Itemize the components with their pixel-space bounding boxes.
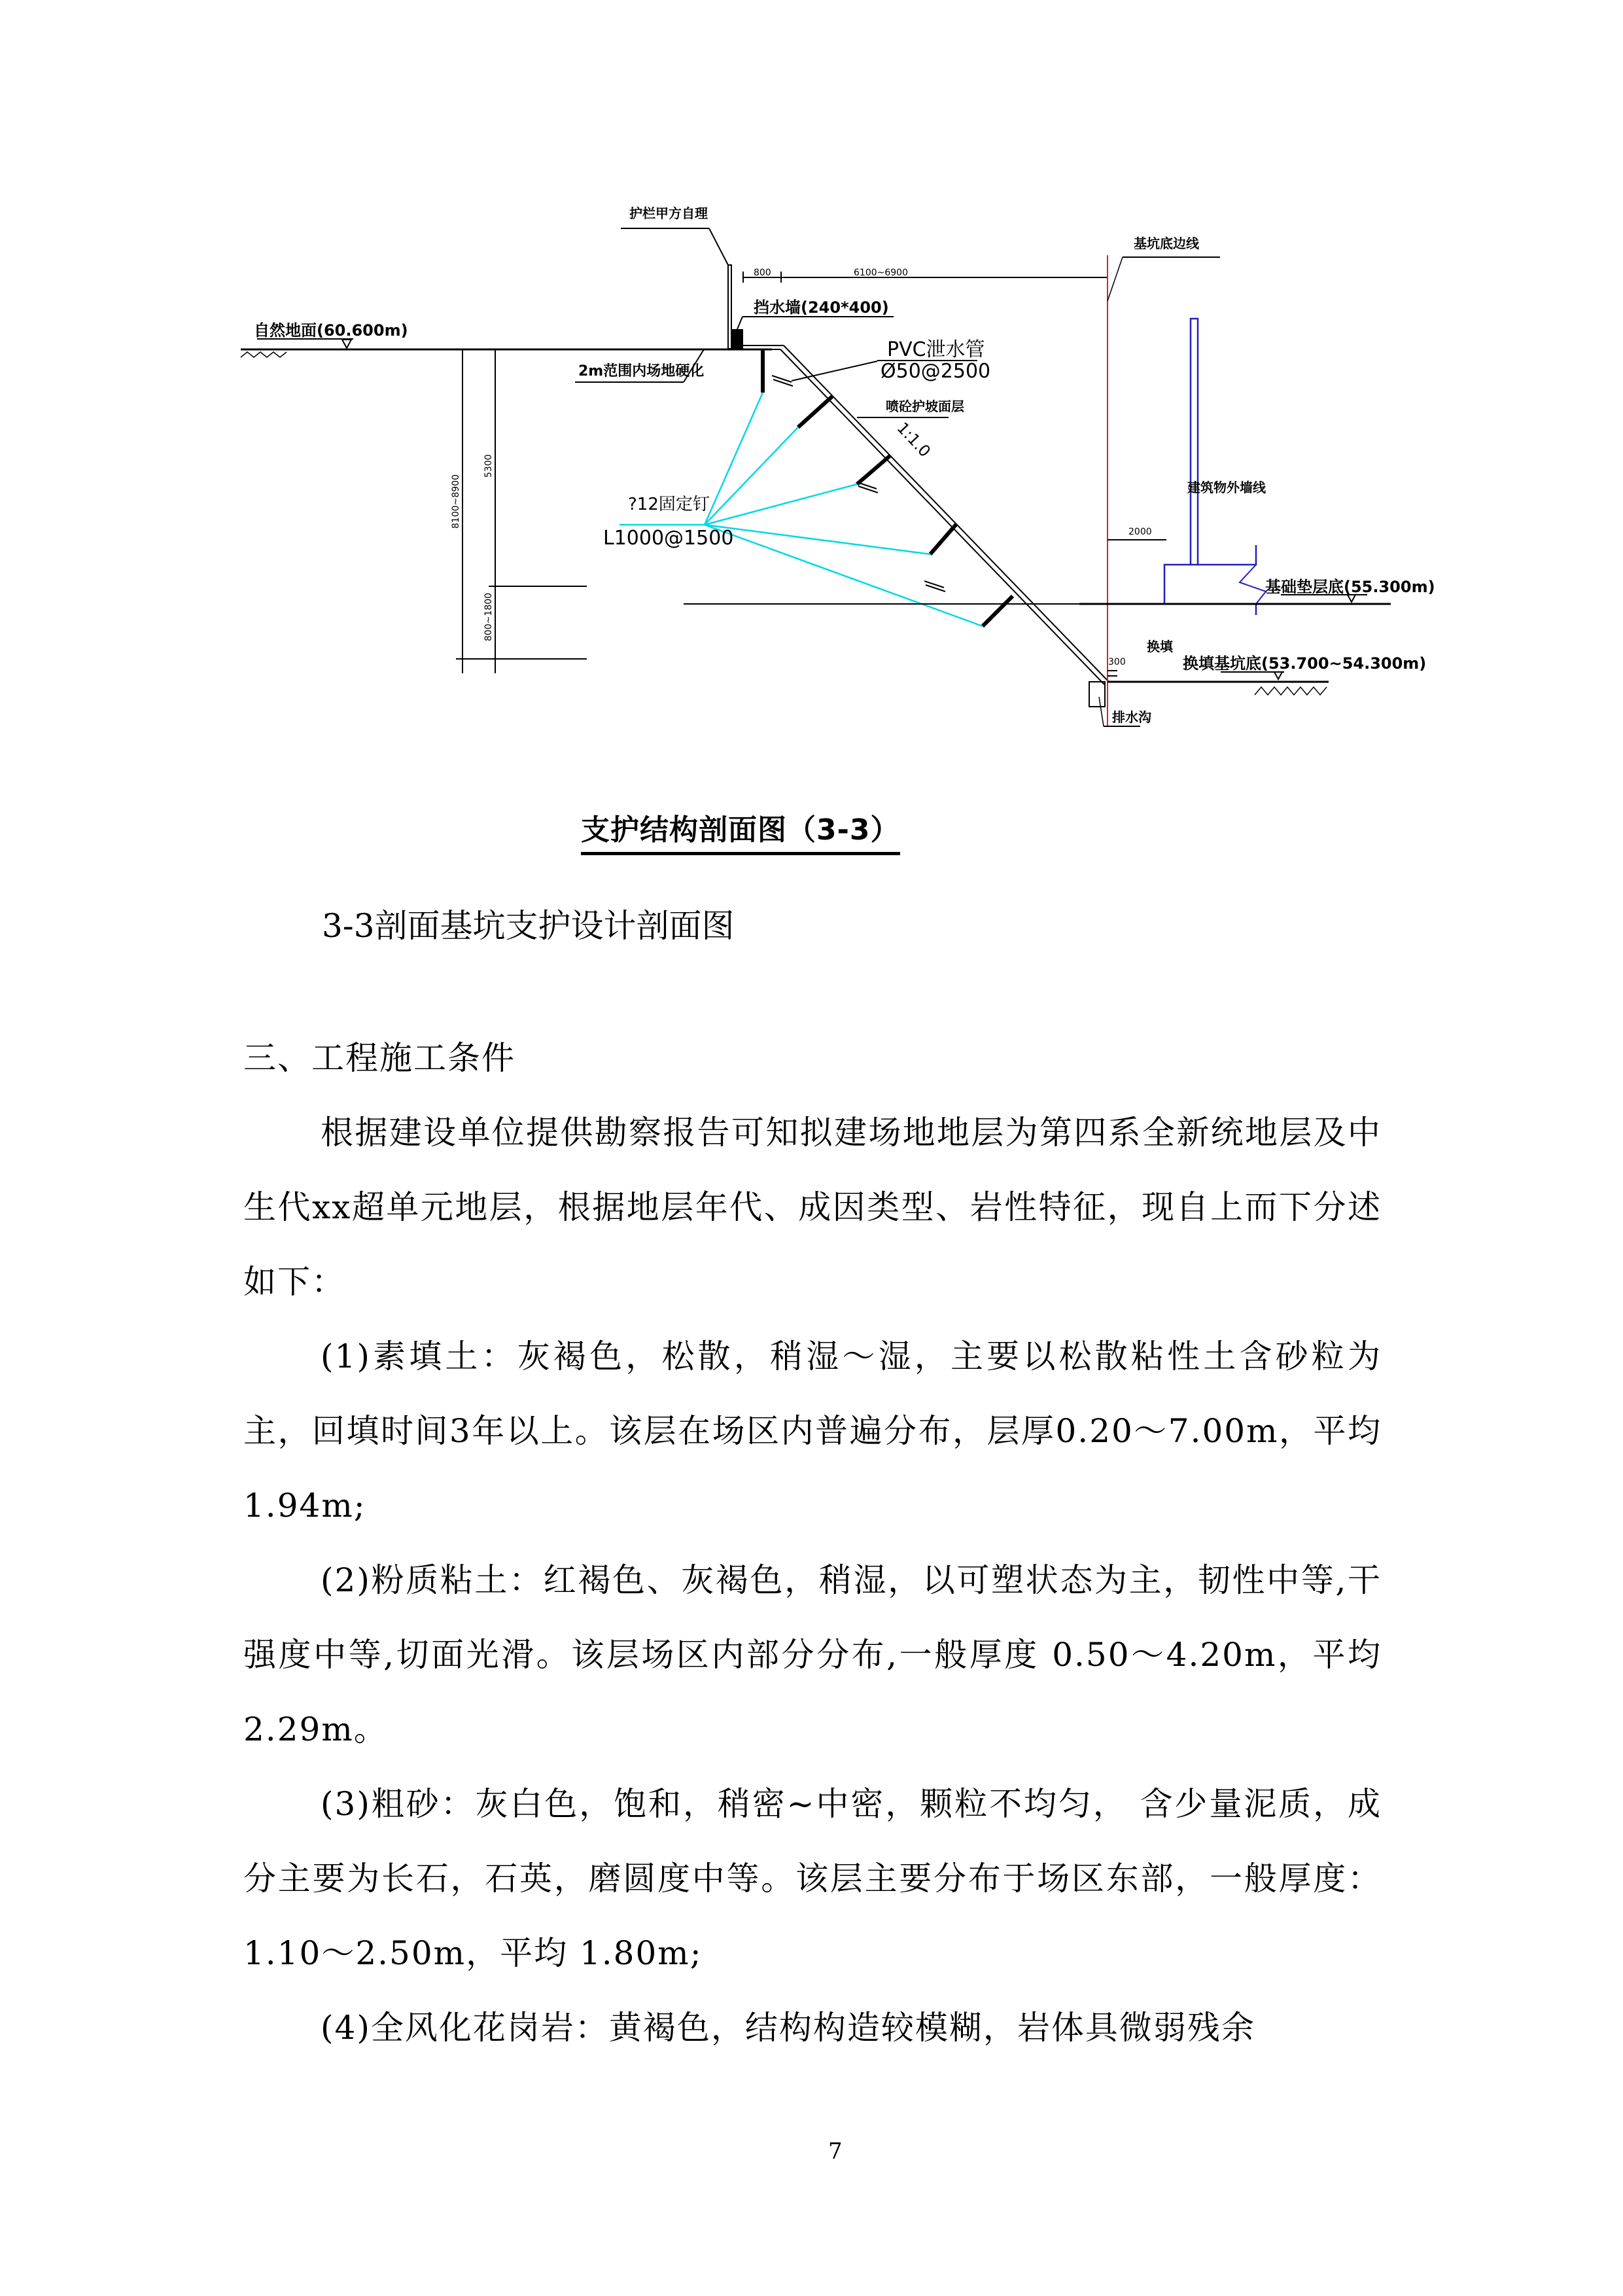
dim-800-label: 800 <box>754 268 771 278</box>
foundation-bottom-label: 基础垫层底(55.300m) <box>1265 578 1435 596</box>
dim-300-label: 300 <box>1108 657 1126 667</box>
building-wall-label: 建筑物外墙线 <box>1187 480 1266 495</box>
backfill-label: 换填 <box>1147 639 1173 654</box>
page-number: 7 <box>828 2138 843 2164</box>
nail-length-label: L1000@1500 <box>603 527 734 550</box>
support-structure-section-diagram <box>0 0 1623 772</box>
pvc-pipe-label: PVC泄水管 <box>887 338 985 361</box>
paragraph-layer-3: (3)粗砂：灰白色，饱和，稍密~中密，颗粒不均匀， 含少量泥质，成分主要为长石，石英，磨圆度中等。该层主要分布于场区东部，一般厚度：1.10～2.50m，平均 1.80m; <box>243 1785 1382 1972</box>
dim-2000-label: 2000 <box>1128 527 1152 537</box>
dim-5300-label: 5300 <box>483 454 494 478</box>
document-body <box>243 1021 1382 2065</box>
backfill-bottom-label: 换填基坑底(53.700~54.300m) <box>1183 654 1427 673</box>
section-heading: 三、工程施工条件 <box>243 1039 515 1077</box>
slope-face-label: 喷砼护坡面层 <box>886 398 964 414</box>
paragraph-layer-4: (4)全风化花岗岩：黄褐色，结构构造较模糊，岩体具微弱残余 <box>321 2009 1255 2047</box>
pit-bottom-line-label: 基坑底边线 <box>1134 236 1199 251</box>
natural-ground-label: 自然地面(60.600m) <box>254 321 408 340</box>
paragraph-layer-1: (1)素填土：灰褐色，松散，稍湿～湿，主要以松散粘性土含砂粒为主，回填时间3年以上。该层在场区内普遍分布，层厚0.20～7.00m，平均1.94m; <box>243 1337 1382 1525</box>
railing-label: 护栏甲方自理 <box>629 205 708 221</box>
paragraph-layer-2: (2)粉质粘土：红褐色、灰褐色，稍湿，以可塑状态为主，韧性中等,干强度中等,切面光滑。该层场区内部分分布,一般厚度 0.50～4.20m，平均 2.29m。 <box>243 1561 1382 1748</box>
dim-800-1800-label: 800~1800 <box>483 592 494 641</box>
figure-subcaption: 3-3剖面基坑支护设计剖面图 <box>322 907 735 945</box>
figure-caption: 支护结构剖面图（3-3） <box>581 806 900 855</box>
hardening-label: 2m范围内场地硬化 <box>578 363 705 380</box>
drain-ditch-label: 排水沟 <box>1112 709 1151 725</box>
pvc-pipe-spec-label: Ø50@2500 <box>881 360 991 383</box>
water-wall-label: 挡水墙(240*400) <box>754 298 889 317</box>
dim-6100-6900-label: 6100~6900 <box>854 268 908 278</box>
dim-8100-8900-label: 8100~8900 <box>451 474 461 529</box>
slope-ratio-label: 1:1.0 <box>893 418 934 461</box>
paragraph-intro: 根据建设单位提供勘察报告可知拟建场地地层为第四系全新统地层及中生代xx超单元地层，根据地层年代、成因类型、岩性特征，现自上而下分述如下： <box>243 1114 1382 1301</box>
nail-spec-label: ?12固定钉 <box>628 495 710 514</box>
